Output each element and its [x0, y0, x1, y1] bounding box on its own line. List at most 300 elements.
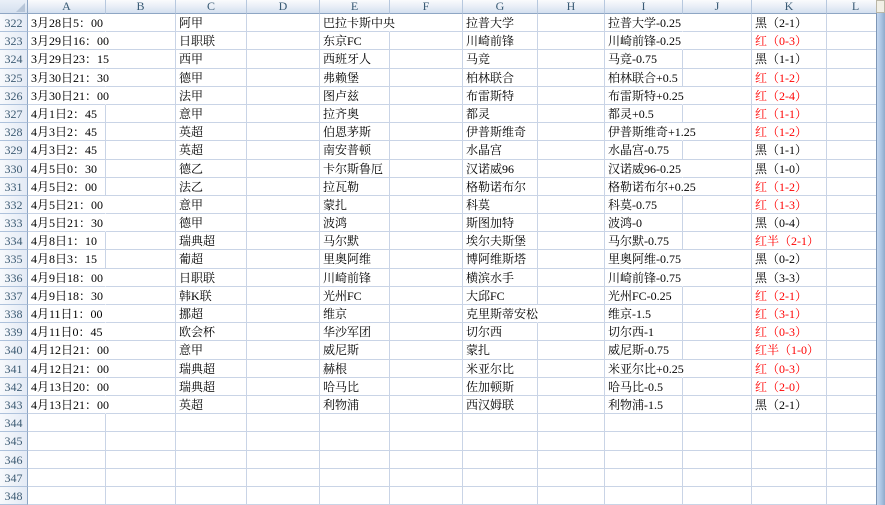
cell-K329[interactable] [752, 141, 827, 159]
cell-D337[interactable] [247, 287, 320, 305]
cell-A348[interactable] [28, 487, 106, 505]
column-header-K[interactable]: K [752, 0, 827, 14]
cell-H335[interactable] [538, 250, 605, 268]
cell-F323[interactable] [390, 32, 463, 50]
cell-A337[interactable] [28, 287, 106, 305]
row-header-341[interactable]: 341 [0, 360, 28, 378]
cell-G322[interactable] [463, 14, 538, 32]
cell-B329[interactable] [106, 141, 176, 159]
cell-G338[interactable] [463, 305, 538, 323]
cell-G333[interactable] [463, 214, 538, 232]
cell-E340[interactable] [320, 341, 390, 359]
cell-C330[interactable] [176, 160, 247, 178]
cell-A333[interactable] [28, 214, 106, 232]
cell-C344[interactable] [176, 414, 247, 432]
cell-F338[interactable] [390, 305, 463, 323]
cell-C339[interactable] [176, 323, 247, 341]
cell-B323[interactable] [106, 32, 176, 50]
cell-I329[interactable] [605, 141, 683, 159]
row-header-329[interactable]: 329 [0, 141, 28, 159]
cell-B345[interactable] [106, 432, 176, 450]
cell-E346[interactable] [320, 451, 390, 469]
row-header-345[interactable]: 345 [0, 432, 28, 450]
cell-C329[interactable] [176, 141, 247, 159]
cell-J333[interactable] [683, 214, 752, 232]
cell-B330[interactable] [106, 160, 176, 178]
cell-F342[interactable] [390, 378, 463, 396]
cell-G329[interactable] [463, 141, 538, 159]
cell-D327[interactable] [247, 105, 320, 123]
cell-F326[interactable] [390, 87, 463, 105]
cell-F331[interactable] [390, 178, 463, 196]
cell-C347[interactable] [176, 469, 247, 487]
cell-E322[interactable] [320, 14, 396, 32]
cell-B335[interactable] [106, 250, 176, 268]
cell-K325[interactable] [752, 69, 827, 87]
cell-I348[interactable] [605, 487, 683, 505]
cell-K345[interactable] [752, 432, 827, 450]
select-all-corner[interactable] [0, 0, 28, 14]
column-header-H[interactable]: H [538, 0, 605, 14]
cell-H344[interactable] [538, 414, 605, 432]
cell-B344[interactable] [106, 414, 176, 432]
cell-K336[interactable] [752, 269, 827, 287]
cell-J348[interactable] [683, 487, 752, 505]
cell-E339[interactable] [320, 323, 390, 341]
cell-K338[interactable] [752, 305, 827, 323]
row-header-334[interactable]: 334 [0, 232, 28, 250]
cell-D338[interactable] [247, 305, 320, 323]
cell-I337[interactable] [605, 287, 683, 305]
cell-E329[interactable] [320, 141, 390, 159]
cell-F328[interactable] [390, 123, 463, 141]
cell-J339[interactable] [683, 323, 752, 341]
cell-K346[interactable] [752, 451, 827, 469]
cell-C348[interactable] [176, 487, 247, 505]
cell-C336[interactable] [176, 269, 247, 287]
cell-F334[interactable] [390, 232, 463, 250]
cell-A329[interactable] [28, 141, 106, 159]
cell-B328[interactable] [106, 123, 176, 141]
cell-D332[interactable] [247, 196, 320, 214]
cell-H332[interactable] [538, 196, 605, 214]
cell-H345[interactable] [538, 432, 605, 450]
cell-G334[interactable] [463, 232, 538, 250]
cell-J345[interactable] [683, 432, 752, 450]
cell-E337[interactable] [320, 287, 390, 305]
cell-F337[interactable] [390, 287, 463, 305]
cell-I334[interactable] [605, 232, 683, 250]
column-header-A[interactable]: A [28, 0, 106, 14]
cell-K328[interactable] [752, 123, 827, 141]
cell-A328[interactable] [28, 123, 106, 141]
cell-C338[interactable] [176, 305, 247, 323]
cell-I338[interactable] [605, 305, 683, 323]
cell-I324[interactable] [605, 50, 683, 68]
cell-C331[interactable] [176, 178, 247, 196]
cell-B346[interactable] [106, 451, 176, 469]
cell-B342[interactable] [106, 378, 176, 396]
cell-F336[interactable] [390, 269, 463, 287]
scrollbar-split-box[interactable] [876, 0, 885, 13]
cell-C334[interactable] [176, 232, 247, 250]
column-header-I[interactable]: I [605, 0, 683, 14]
row-header-333[interactable]: 333 [0, 214, 28, 232]
cell-G337[interactable] [463, 287, 538, 305]
cell-A343[interactable] [28, 396, 110, 414]
cell-F324[interactable] [390, 50, 463, 68]
cell-E338[interactable] [320, 305, 390, 323]
cell-E348[interactable] [320, 487, 390, 505]
row-header-328[interactable]: 328 [0, 123, 28, 141]
cell-D335[interactable] [247, 250, 320, 268]
cell-G345[interactable] [463, 432, 538, 450]
cell-G341[interactable] [463, 360, 538, 378]
cell-C341[interactable] [176, 360, 247, 378]
cell-C328[interactable] [176, 123, 247, 141]
cell-I336[interactable] [605, 269, 683, 287]
cell-H330[interactable] [538, 160, 605, 178]
cell-D330[interactable] [247, 160, 320, 178]
cell-I339[interactable] [605, 323, 683, 341]
cell-J337[interactable] [683, 287, 752, 305]
cell-D333[interactable] [247, 214, 320, 232]
cell-K326[interactable] [752, 87, 827, 105]
column-header-F[interactable]: F [390, 0, 463, 14]
cell-D328[interactable] [247, 123, 320, 141]
cell-A326[interactable] [28, 87, 110, 105]
cell-C343[interactable] [176, 396, 247, 414]
cell-H341[interactable] [538, 360, 605, 378]
row-header-346[interactable]: 346 [0, 451, 28, 469]
cell-E336[interactable] [320, 269, 390, 287]
cell-J326[interactable] [683, 87, 752, 105]
cell-E342[interactable] [320, 378, 390, 396]
cell-E331[interactable] [320, 178, 390, 196]
row-header-343[interactable]: 343 [0, 396, 28, 414]
cell-D340[interactable] [247, 341, 320, 359]
row-header-336[interactable]: 336 [0, 269, 28, 287]
cell-D334[interactable] [247, 232, 320, 250]
cell-K341[interactable] [752, 360, 827, 378]
cell-K334[interactable] [752, 232, 827, 250]
cell-H333[interactable] [538, 214, 605, 232]
cell-G340[interactable] [463, 341, 538, 359]
cell-E323[interactable] [320, 32, 390, 50]
column-header-C[interactable]: C [176, 0, 247, 14]
cell-H336[interactable] [538, 269, 605, 287]
cell-B333[interactable] [106, 214, 176, 232]
cell-H343[interactable] [538, 396, 605, 414]
cell-K330[interactable] [752, 160, 827, 178]
row-header-331[interactable]: 331 [0, 178, 28, 196]
cell-F327[interactable] [390, 105, 463, 123]
cell-C322[interactable] [176, 14, 247, 32]
cell-C340[interactable] [176, 341, 247, 359]
row-header-337[interactable]: 337 [0, 287, 28, 305]
cell-G348[interactable] [463, 487, 538, 505]
cell-D346[interactable] [247, 451, 320, 469]
cell-G332[interactable] [463, 196, 538, 214]
cell-D324[interactable] [247, 50, 320, 68]
cell-B341[interactable] [106, 360, 176, 378]
cell-I344[interactable] [605, 414, 683, 432]
cell-J334[interactable] [683, 232, 752, 250]
cell-F335[interactable] [390, 250, 463, 268]
cell-A342[interactable] [28, 378, 110, 396]
cell-G342[interactable] [463, 378, 538, 396]
row-header-327[interactable]: 327 [0, 105, 28, 123]
cell-H326[interactable] [538, 87, 605, 105]
cell-J340[interactable] [683, 341, 752, 359]
cell-J338[interactable] [683, 305, 752, 323]
cell-A339[interactable] [28, 323, 106, 341]
cell-J346[interactable] [683, 451, 752, 469]
cell-A322[interactable] [28, 14, 106, 32]
cell-K348[interactable] [752, 487, 827, 505]
cell-E347[interactable] [320, 469, 390, 487]
cell-F322[interactable] [390, 14, 463, 32]
cell-D326[interactable] [247, 87, 320, 105]
cell-I346[interactable] [605, 451, 683, 469]
column-header-J[interactable]: J [683, 0, 752, 14]
cell-B334[interactable] [106, 232, 176, 250]
cell-J330[interactable] [683, 160, 752, 178]
cell-E326[interactable] [320, 87, 390, 105]
column-header-B[interactable]: B [106, 0, 176, 14]
cell-I322[interactable] [605, 14, 683, 32]
cell-A341[interactable] [28, 360, 110, 378]
cell-K339[interactable] [752, 323, 827, 341]
cell-C323[interactable] [176, 32, 247, 50]
cell-H348[interactable] [538, 487, 605, 505]
cell-B340[interactable] [106, 341, 176, 359]
cell-K342[interactable] [752, 378, 827, 396]
cell-G325[interactable] [463, 69, 538, 87]
cell-K344[interactable] [752, 414, 827, 432]
cell-K337[interactable] [752, 287, 827, 305]
cell-A345[interactable] [28, 432, 106, 450]
cell-E332[interactable] [320, 196, 390, 214]
cell-I331[interactable] [605, 178, 696, 196]
cell-H334[interactable] [538, 232, 605, 250]
cell-D342[interactable] [247, 378, 320, 396]
cell-K343[interactable] [752, 396, 827, 414]
cell-I347[interactable] [605, 469, 683, 487]
column-header-G[interactable]: G [463, 0, 538, 14]
cell-D336[interactable] [247, 269, 320, 287]
row-header-332[interactable]: 332 [0, 196, 28, 214]
cell-G343[interactable] [463, 396, 538, 414]
row-header-323[interactable]: 323 [0, 32, 28, 50]
cell-H331[interactable] [538, 178, 605, 196]
cell-K333[interactable] [752, 214, 827, 232]
cell-C342[interactable] [176, 378, 247, 396]
cell-F332[interactable] [390, 196, 463, 214]
vertical-scrollbar[interactable] [876, 0, 885, 505]
cell-B325[interactable] [106, 69, 176, 87]
cell-A338[interactable] [28, 305, 106, 323]
cell-G326[interactable] [463, 87, 538, 105]
cell-I341[interactable] [605, 360, 683, 378]
cell-G335[interactable] [463, 250, 538, 268]
cell-A344[interactable] [28, 414, 106, 432]
cell-K331[interactable] [752, 178, 827, 196]
cell-I323[interactable] [605, 32, 683, 50]
cell-F325[interactable] [390, 69, 463, 87]
cell-D325[interactable] [247, 69, 320, 87]
column-header-D[interactable]: D [247, 0, 320, 14]
cell-H325[interactable] [538, 69, 605, 87]
column-header-L[interactable]: L [827, 0, 885, 14]
cell-J332[interactable] [683, 196, 752, 214]
cell-K340[interactable] [752, 341, 827, 359]
cell-I325[interactable] [605, 69, 683, 87]
cell-E343[interactable] [320, 396, 390, 414]
cell-C333[interactable] [176, 214, 247, 232]
row-header-348[interactable]: 348 [0, 487, 28, 505]
cell-B332[interactable] [106, 196, 176, 214]
row-header-344[interactable]: 344 [0, 414, 28, 432]
cell-E341[interactable] [320, 360, 390, 378]
cell-A332[interactable] [28, 196, 106, 214]
cell-D339[interactable] [247, 323, 320, 341]
cell-D322[interactable] [247, 14, 320, 32]
cell-A340[interactable] [28, 341, 110, 359]
cell-G327[interactable] [463, 105, 538, 123]
cell-J325[interactable] [683, 69, 752, 87]
cell-J335[interactable] [683, 250, 752, 268]
cell-E324[interactable] [320, 50, 390, 68]
cell-F333[interactable] [390, 214, 463, 232]
cell-A347[interactable] [28, 469, 106, 487]
cell-G331[interactable] [463, 178, 538, 196]
cell-E344[interactable] [320, 414, 390, 432]
cell-G344[interactable] [463, 414, 538, 432]
row-header-338[interactable]: 338 [0, 305, 28, 323]
cell-C335[interactable] [176, 250, 247, 268]
cell-C332[interactable] [176, 196, 247, 214]
cell-K323[interactable] [752, 32, 827, 50]
cell-F330[interactable] [390, 160, 463, 178]
cell-A323[interactable] [28, 32, 110, 50]
cell-J324[interactable] [683, 50, 752, 68]
cell-B324[interactable] [106, 50, 176, 68]
cell-J342[interactable] [683, 378, 752, 396]
cell-J323[interactable] [683, 32, 752, 50]
cell-H340[interactable] [538, 341, 605, 359]
cell-I333[interactable] [605, 214, 683, 232]
cell-G323[interactable] [463, 32, 538, 50]
cell-H327[interactable] [538, 105, 605, 123]
cell-C327[interactable] [176, 105, 247, 123]
cell-D343[interactable] [247, 396, 320, 414]
cell-F348[interactable] [390, 487, 463, 505]
row-header-347[interactable]: 347 [0, 469, 28, 487]
cell-G346[interactable] [463, 451, 538, 469]
cell-A346[interactable] [28, 451, 106, 469]
cell-F339[interactable] [390, 323, 463, 341]
cell-G328[interactable] [463, 123, 538, 141]
cell-K332[interactable] [752, 196, 827, 214]
cell-I332[interactable] [605, 196, 683, 214]
row-header-335[interactable]: 335 [0, 250, 28, 268]
cell-C345[interactable] [176, 432, 247, 450]
cell-D344[interactable] [247, 414, 320, 432]
cell-E333[interactable] [320, 214, 390, 232]
cell-K335[interactable] [752, 250, 827, 268]
cell-B331[interactable] [106, 178, 176, 196]
cell-E325[interactable] [320, 69, 390, 87]
cell-H337[interactable] [538, 287, 605, 305]
row-header-330[interactable]: 330 [0, 160, 28, 178]
cell-F340[interactable] [390, 341, 463, 359]
row-header-325[interactable]: 325 [0, 69, 28, 87]
cell-F343[interactable] [390, 396, 463, 414]
cell-H323[interactable] [538, 32, 605, 50]
cell-B327[interactable] [106, 105, 176, 123]
cell-H328[interactable] [538, 123, 605, 141]
cell-J341[interactable] [683, 360, 752, 378]
cell-F329[interactable] [390, 141, 463, 159]
cell-D348[interactable] [247, 487, 320, 505]
cell-E335[interactable] [320, 250, 390, 268]
cell-J327[interactable] [683, 105, 752, 123]
cell-J322[interactable] [683, 14, 752, 32]
cell-H339[interactable] [538, 323, 605, 341]
cell-A336[interactable] [28, 269, 106, 287]
cell-B347[interactable] [106, 469, 176, 487]
cell-E334[interactable] [320, 232, 390, 250]
cell-K327[interactable] [752, 105, 827, 123]
cell-A334[interactable] [28, 232, 106, 250]
cell-I335[interactable] [605, 250, 683, 268]
cell-B337[interactable] [106, 287, 176, 305]
cell-I342[interactable] [605, 378, 683, 396]
cell-A335[interactable] [28, 250, 106, 268]
cell-B326[interactable] [106, 87, 176, 105]
cell-I330[interactable] [605, 160, 683, 178]
cell-F345[interactable] [390, 432, 463, 450]
cell-C326[interactable] [176, 87, 247, 105]
cell-J329[interactable] [683, 141, 752, 159]
cell-I340[interactable] [605, 341, 683, 359]
cell-A327[interactable] [28, 105, 106, 123]
cell-F341[interactable] [390, 360, 463, 378]
cell-C346[interactable] [176, 451, 247, 469]
row-header-324[interactable]: 324 [0, 50, 28, 68]
cell-H329[interactable] [538, 141, 605, 159]
cell-D331[interactable] [247, 178, 320, 196]
cell-E327[interactable] [320, 105, 390, 123]
row-header-342[interactable]: 342 [0, 378, 28, 396]
cell-G324[interactable] [463, 50, 538, 68]
cell-C325[interactable] [176, 69, 247, 87]
cell-D347[interactable] [247, 469, 320, 487]
cell-A325[interactable] [28, 69, 110, 87]
cell-B348[interactable] [106, 487, 176, 505]
cell-F344[interactable] [390, 414, 463, 432]
cell-B336[interactable] [106, 269, 176, 287]
cell-H347[interactable] [538, 469, 605, 487]
cell-B322[interactable] [106, 14, 176, 32]
row-header-340[interactable]: 340 [0, 341, 28, 359]
cell-A330[interactable] [28, 160, 106, 178]
cell-H322[interactable] [538, 14, 605, 32]
cell-G339[interactable] [463, 323, 538, 341]
cell-F346[interactable] [390, 451, 463, 469]
cell-G330[interactable] [463, 160, 538, 178]
